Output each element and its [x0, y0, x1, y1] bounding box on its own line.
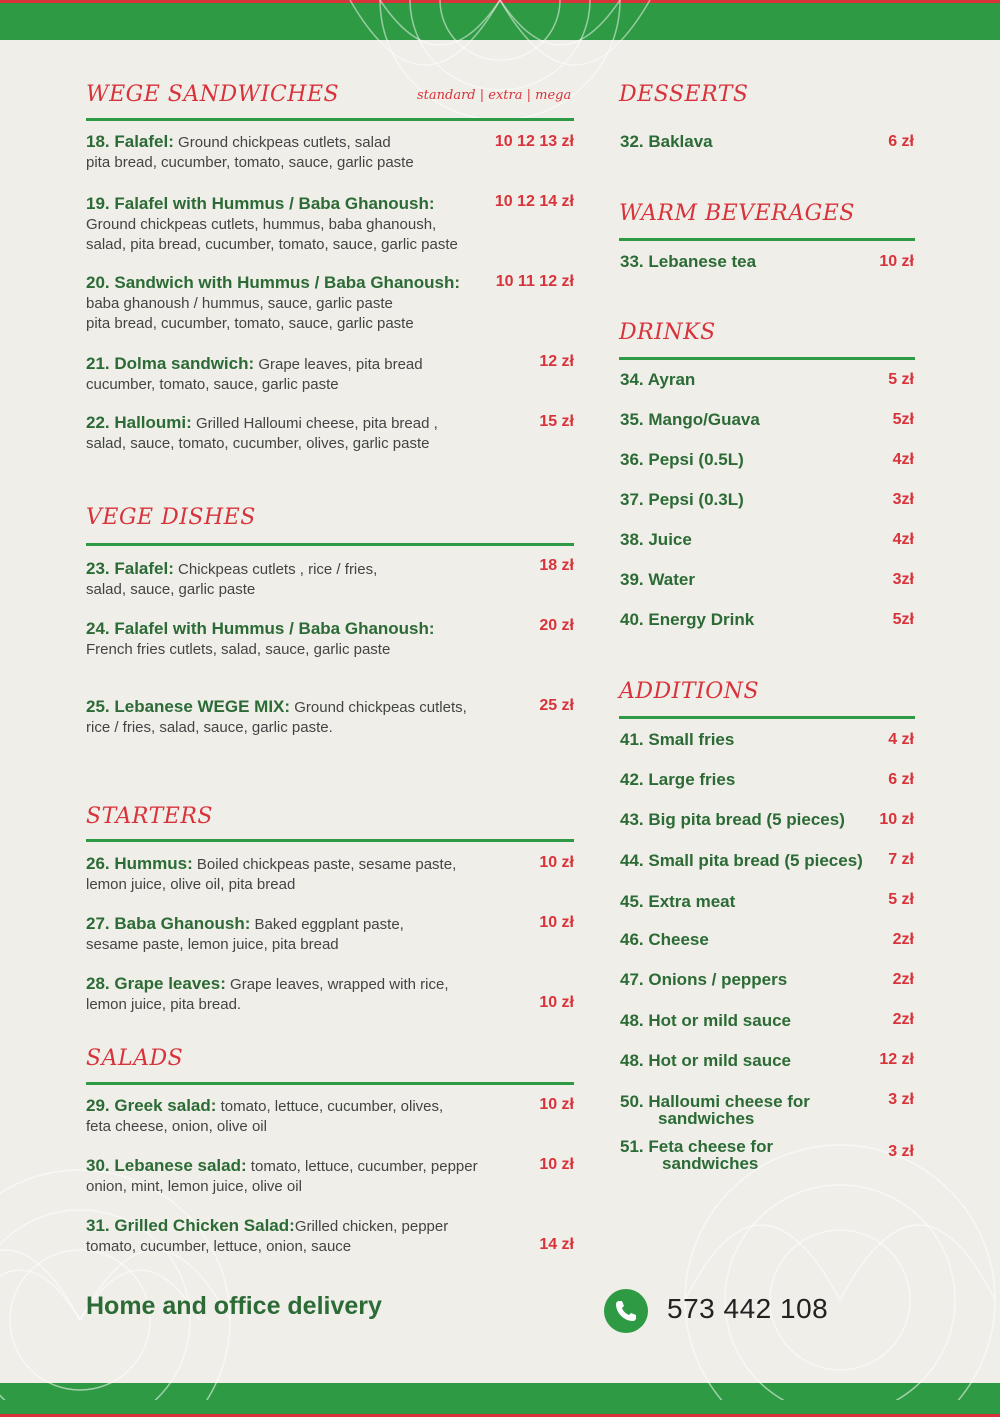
menu-item	[86, 193, 496, 255]
section-divider	[86, 118, 574, 121]
item-desc: salad, sauce, garlic paste	[86, 581, 256, 598]
item-price: 10 zł	[539, 914, 574, 931]
section-title-wege-sandwiches: WEGE SANDWICHES	[86, 82, 340, 107]
item-desc: Ground chickpeas cutlets, hummus, baba ghanoush,	[86, 216, 437, 233]
item-desc: Grape leaves, wrapped with rice,	[225, 976, 449, 993]
item-price: 2zł	[892, 1011, 914, 1028]
delivery-text: Home and office delivery	[86, 1292, 382, 1320]
phone-number[interactable]: 573 442 108	[667, 1293, 829, 1324]
menu-item	[86, 1095, 516, 1137]
item-desc: baba ghanoush / hummus, sauce, garlic paste	[86, 295, 393, 312]
menu-item	[86, 1155, 516, 1197]
item-price: 6 zł	[888, 133, 914, 150]
item-name: 27. Baba Ghanoush:	[86, 914, 251, 933]
menu-item	[86, 618, 506, 660]
item-name: 41. Small fries	[620, 730, 735, 749]
item-price: 10 12 13 zł	[494, 133, 574, 150]
section-divider	[619, 716, 915, 719]
item-name: 39. Water	[620, 570, 695, 589]
item-price: 5zł	[892, 411, 914, 428]
item-name: 48. Hot or mild sauce	[620, 1051, 791, 1070]
item-price: 10 12 14 zł	[494, 193, 574, 210]
item-name: 44. Small pita bread (5 pieces)	[620, 851, 863, 870]
item-price: 10 zł	[539, 854, 574, 871]
item-name: 42. Large fries	[620, 770, 736, 789]
menu-item	[86, 412, 506, 454]
item-desc: pita bread, cucumber, tomato, sauce, garlic paste	[86, 154, 414, 171]
item-price: 10 zł	[539, 1156, 574, 1173]
section-divider	[619, 357, 915, 360]
item-name: 45. Extra meat	[620, 892, 736, 911]
item-price: 7 zł	[888, 851, 914, 868]
section-divider	[86, 543, 574, 546]
section-divider	[86, 1082, 574, 1085]
item-desc: Baked eggplant paste,	[250, 916, 404, 933]
item-name: 35. Mango/Guava	[620, 410, 760, 429]
item-price: 20 zł	[539, 617, 574, 634]
item-desc: lemon juice, olive oil, pita bread	[86, 876, 296, 893]
item-name: 32. Baklava	[620, 132, 713, 151]
item-name: 18. Falafel:	[86, 132, 174, 151]
section-title-additions: ADDITIONS	[619, 679, 760, 704]
item-name: 36. Pepsi (0.5L)	[620, 450, 744, 469]
section-title-drinks: DRINKS	[619, 320, 716, 345]
item-desc: Ground chickpeas cutlets, salad	[173, 134, 391, 151]
item-price: 12 zł	[879, 1051, 914, 1068]
item-desc: tomato, cucumber, lettuce, onion, sauce	[86, 1238, 352, 1255]
item-name: 43. Big pita bread (5 pieces)	[620, 810, 845, 829]
item-price: 2zł	[892, 931, 914, 948]
item-price: 3 zł	[888, 1091, 914, 1108]
item-desc: lemon juice, pita bread.	[86, 996, 242, 1013]
item-desc: cucumber, tomato, sauce, garlic paste	[86, 376, 339, 393]
item-name: sandwiches	[658, 1109, 755, 1128]
item-name: 37. Pepsi (0.3L)	[620, 490, 744, 509]
item-name: 20. Sandwich with Hummus / Baba Ghanoush:	[86, 273, 461, 292]
item-name: 40. Energy Drink	[620, 610, 755, 629]
item-name: sandwiches	[662, 1154, 759, 1173]
item-name: 29. Greek salad:	[86, 1096, 217, 1115]
item-price: 10 zł	[539, 1096, 574, 1113]
item-price: 4 zł	[888, 731, 914, 748]
item-name: 50. Halloumi cheese for	[620, 1092, 810, 1111]
item-price: 15 zł	[539, 413, 574, 430]
item-price: 10 11 12 zł	[495, 273, 574, 290]
item-desc: Grilled chicken, pepper	[294, 1218, 449, 1235]
item-price: 10 zł	[539, 994, 574, 1011]
item-name: 28. Grape leaves:	[86, 974, 226, 993]
item-name: 24. Falafel with Hummus / Baba Ghanoush:	[86, 619, 435, 638]
item-name: 30. Lebanese salad:	[86, 1156, 247, 1175]
item-price: 5 zł	[888, 371, 914, 388]
item-desc: tomato, lettuce, cucumber, olives,	[216, 1098, 444, 1115]
bottom-banner	[0, 1383, 1000, 1417]
item-price: 14 zł	[539, 1236, 574, 1253]
item-price: 18 zł	[539, 557, 574, 574]
item-desc: salad, sauce, tomato, cucumber, olives, garlic paste	[86, 435, 430, 452]
item-price: 10 zł	[879, 811, 914, 828]
item-name: 23. Falafel:	[86, 559, 174, 578]
item-price: 4zł	[892, 531, 914, 548]
item-desc: pita bread, cucumber, tomato, sauce, garlic paste	[86, 315, 414, 332]
section-divider	[86, 839, 574, 842]
menu-item	[86, 696, 506, 738]
menu-item	[86, 973, 506, 1015]
section-title-desserts: DESSERTS	[619, 82, 749, 107]
menu-item	[86, 131, 496, 173]
item-desc: Ground chickpeas cutlets,	[290, 699, 467, 716]
menu-item	[86, 913, 506, 955]
section-divider	[619, 238, 915, 241]
item-price: 12 zł	[539, 353, 574, 370]
item-desc: Chickpeas cutlets , rice / fries,	[173, 561, 378, 578]
menu-item	[86, 272, 496, 334]
item-name: 19. Falafel with Hummus / Baba Ghanoush:	[86, 194, 435, 213]
section-title-salads: SALADS	[86, 1046, 184, 1071]
item-desc: Grilled Halloumi cheese, pita bread ,	[191, 415, 438, 432]
item-price: 4zł	[892, 451, 914, 468]
item-name: 47. Onions / peppers	[620, 970, 788, 989]
item-price: 5 zł	[888, 891, 914, 908]
item-name: 22. Halloumi:	[86, 413, 192, 432]
item-price: 25 zł	[539, 697, 574, 714]
item-desc: feta cheese, onion, olive oil	[86, 1118, 267, 1135]
item-desc: French fries cutlets, salad, sauce, garlic paste	[86, 641, 391, 658]
section-title-warm-beverages: WARM BEVERAGES	[619, 201, 855, 226]
item-name: 34. Ayran	[620, 370, 696, 389]
item-desc: sesame paste, lemon juice, pita bread	[86, 936, 339, 953]
menu-item	[86, 558, 506, 600]
item-price: 10 zł	[879, 253, 914, 270]
item-desc: onion, mint, lemon juice, olive oil	[86, 1178, 302, 1195]
item-name: 31. Grilled Chicken Salad:	[86, 1216, 295, 1235]
section-title-vege-dishes: VEGE DISHES	[86, 505, 256, 530]
item-price: 3zł	[892, 571, 914, 588]
item-name: 51. Feta cheese for	[620, 1137, 774, 1156]
item-name: 38. Juice	[620, 530, 692, 549]
menu-item	[86, 853, 506, 895]
item-desc: tomato, lettuce, cucumber, pepper	[246, 1158, 478, 1175]
item-name: 48. Hot or mild sauce	[620, 1011, 791, 1030]
phone-icon[interactable]	[604, 1289, 648, 1333]
item-price: 5zł	[892, 611, 914, 628]
item-desc: salad, pita bread, cucumber, tomato, sauce, garlic paste	[86, 236, 458, 253]
item-price: 3zł	[892, 491, 914, 508]
top-banner	[0, 0, 1000, 40]
item-price: 2zł	[892, 971, 914, 988]
menu-item	[86, 353, 506, 395]
item-name: 26. Hummus:	[86, 854, 193, 873]
item-desc: Grape leaves, pita bread	[254, 356, 423, 373]
item-price: 6 zł	[888, 771, 914, 788]
item-name: 46. Cheese	[620, 930, 709, 949]
item-price: 3 zł	[888, 1143, 914, 1160]
section-title-starters: STARTERS	[86, 804, 213, 829]
item-name: 33. Lebanese tea	[620, 252, 757, 271]
item-name: 25. Lebanese WEGE MIX:	[86, 697, 291, 716]
size-column-header: standard | extra | mega	[417, 88, 572, 103]
item-desc: Boiled chickpeas paste, sesame paste,	[192, 856, 457, 873]
item-name: 21. Dolma sandwich:	[86, 354, 255, 373]
item-desc: rice / fries, salad, sauce, garlic paste.	[86, 719, 333, 736]
menu-item	[86, 1215, 516, 1257]
